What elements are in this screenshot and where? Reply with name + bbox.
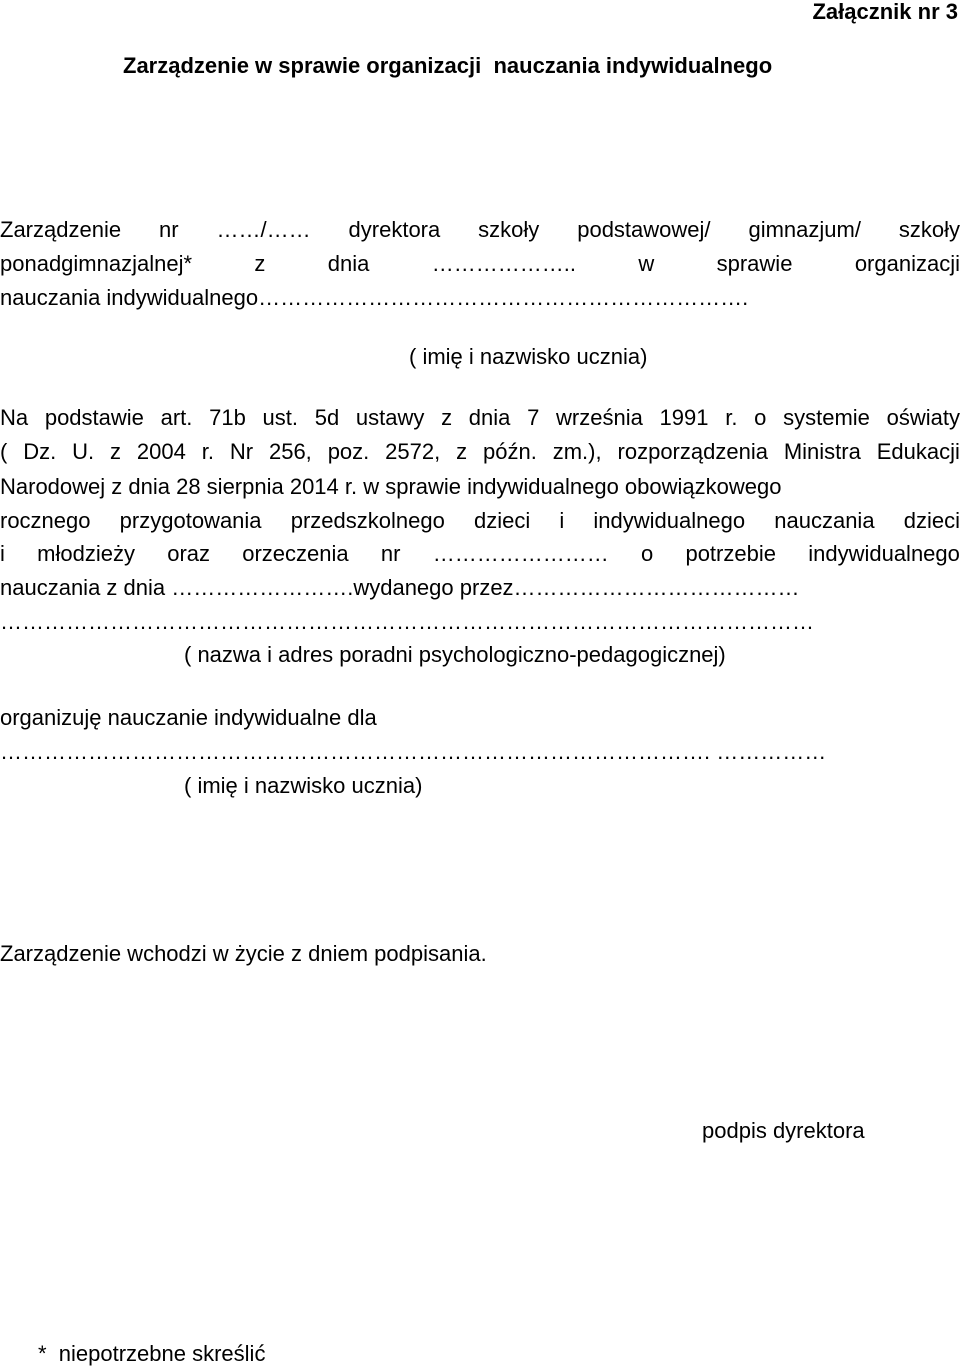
word: rocznego (0, 508, 91, 533)
word: r. (201, 439, 214, 464)
word: sprawie (716, 251, 793, 276)
decision-student-hint: ( imię i nazwisko ucznia) (184, 773, 423, 798)
word: Ministra (783, 439, 861, 464)
word: indywidualnego (593, 508, 746, 533)
word: ustawy (355, 405, 425, 430)
word: Na (0, 405, 29, 430)
word: dzieci (473, 508, 531, 533)
word: z (254, 251, 266, 276)
basis-line-6: nauczania z dnia …………………….wydanego przez………………………………… (0, 575, 800, 600)
word: indywidualnego (808, 541, 960, 566)
basis-line-4 (0, 507, 960, 535)
word: 7 (527, 405, 540, 430)
decision-line-2: ……………………………………………………………………………………. …………… (0, 739, 827, 764)
word: późn. (483, 439, 537, 464)
word: potrzebie (685, 541, 776, 566)
word: o (640, 541, 654, 566)
word: i (559, 508, 565, 533)
word: 2004 (136, 439, 186, 464)
word: o (754, 405, 767, 430)
clinic-hint: ( nazwa i adres poradni psychologiczno-pedagogicznej) (184, 642, 726, 667)
word: podstawowej/ (577, 217, 711, 242)
word: organizacji (854, 251, 960, 276)
word: Nr (229, 439, 254, 464)
word: ust. (262, 405, 298, 430)
decision-line-1: organizuję nauczanie indywidualne dla (0, 705, 377, 730)
word: Dz. (23, 439, 57, 464)
word: nauczania (774, 508, 875, 533)
word: oświaty (886, 405, 960, 430)
basis-line-2 (0, 438, 960, 466)
word: z (110, 439, 121, 464)
word: nr (380, 541, 401, 566)
word: Edukacji (876, 439, 960, 464)
word: szkoły (478, 217, 540, 242)
word: z (441, 405, 453, 430)
word: września (556, 405, 643, 430)
basis-line-5 (0, 540, 960, 568)
intro-line-2 (0, 250, 960, 278)
word: rozporządzenia (617, 439, 768, 464)
word: 1991 (659, 405, 709, 430)
attachment-label: Załącznik nr 3 (812, 0, 958, 24)
director-signature-label: podpis dyrektora (702, 1118, 865, 1143)
word: i (0, 541, 5, 566)
word: Zarządzenie (0, 217, 122, 242)
word: ponadgimnazjalnej* (0, 251, 193, 276)
effective-date-statement: Zarządzenie wchodzi w życie z dniem podpisania. (0, 941, 487, 966)
word: w (638, 251, 655, 276)
word: 5d (314, 405, 340, 430)
word: szkoły (898, 217, 960, 242)
word: U. (72, 439, 95, 464)
word: 256, (268, 439, 312, 464)
word: nr (159, 217, 179, 242)
word: orzeczenia (242, 541, 349, 566)
word: gimnazjum/ (748, 217, 861, 242)
word: dnia (327, 251, 370, 276)
word: dnia (468, 405, 511, 430)
word: ……………….. (431, 251, 576, 276)
basis-line-7: ………………………………………………………………………………………………… (0, 609, 814, 634)
word: dyrektora (348, 217, 441, 242)
word: ……/…… (216, 217, 311, 242)
student-name-hint: ( imię i nazwisko ucznia) (409, 344, 648, 369)
word: z (456, 439, 468, 464)
footnote: * niepotrzebne skreślić (38, 1341, 266, 1366)
word: 2572, (385, 439, 441, 464)
basis-line-3: Narodowej z dnia 28 sierpnia 2014 r. w sprawie indywidualnego obowiązkowego (0, 474, 782, 499)
intro-line-1 (0, 216, 960, 244)
word: poz. (327, 439, 370, 464)
word: podstawie (44, 405, 144, 430)
word: r. (725, 405, 738, 430)
intro-line-3: nauczania indywidualnego…………………………………………………………. (0, 285, 749, 310)
word: art. (160, 405, 193, 430)
word: oraz (167, 541, 210, 566)
word: …………………… (432, 541, 609, 566)
word: młodzieży (37, 541, 135, 566)
word: systemie (783, 405, 870, 430)
word: przedszkolnego (290, 508, 445, 533)
basis-line-1 (0, 404, 960, 432)
word: ( (0, 439, 8, 464)
word: przygotowania (119, 508, 262, 533)
word: 71b (209, 405, 246, 430)
document-title: Zarządzenie w sprawie organizacji nauczania indywidualnego (123, 53, 773, 78)
word: dzieci (903, 508, 960, 533)
word: zm.), (552, 439, 602, 464)
